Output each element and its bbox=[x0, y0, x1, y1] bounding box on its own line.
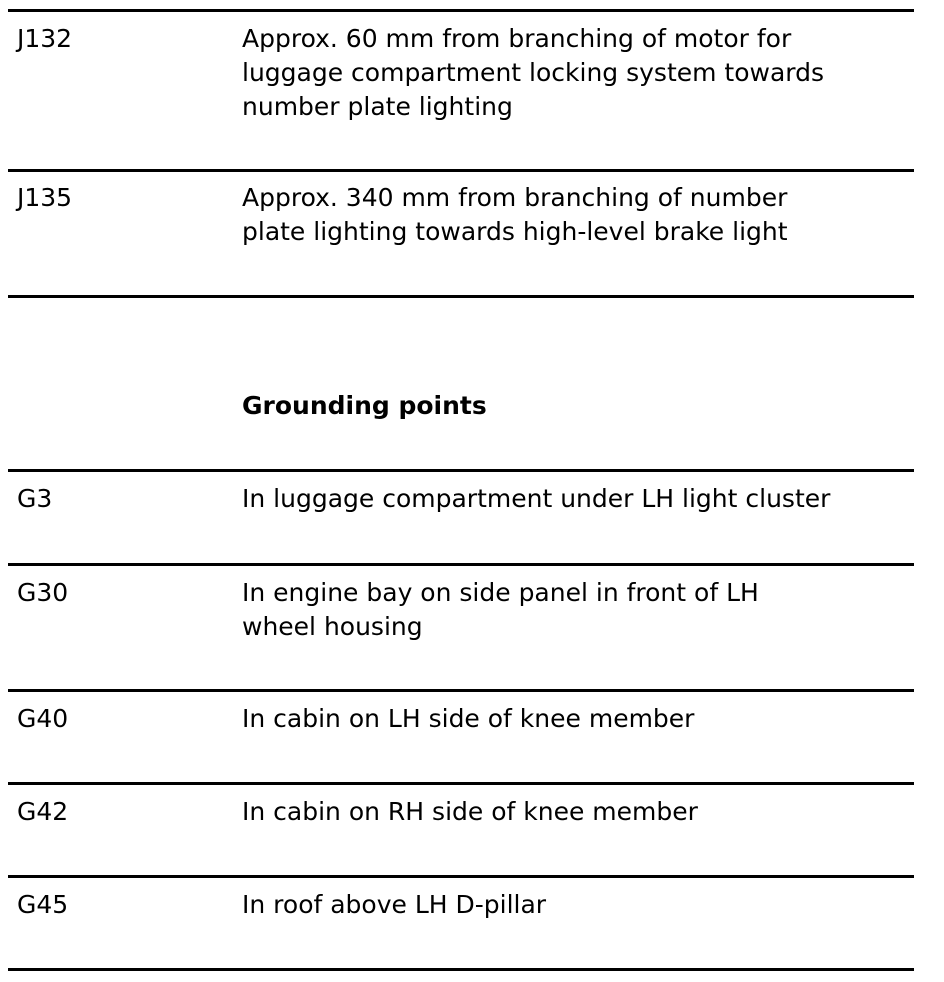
description-line: number plate lighting bbox=[242, 92, 513, 121]
table-row-code: G30 bbox=[17, 578, 69, 607]
description-line: Approx. 340 mm from branching of number bbox=[242, 183, 788, 212]
table-row-code: J135 bbox=[17, 183, 73, 212]
description-line: In cabin on RH side of knee member bbox=[242, 797, 698, 826]
table-row-description bbox=[242, 22, 912, 124]
section-heading: Grounding points bbox=[242, 391, 487, 420]
table-row-description bbox=[242, 888, 912, 922]
row-divider bbox=[8, 968, 914, 971]
table-row-description bbox=[242, 795, 912, 829]
row-divider bbox=[8, 875, 914, 878]
table-row-description bbox=[242, 576, 912, 644]
description-line: In luggage compartment under LH light cluster bbox=[242, 484, 831, 513]
description-line: wheel housing bbox=[242, 612, 423, 641]
table-row-code: G3 bbox=[17, 484, 53, 513]
description-line: luggage compartment locking system towards bbox=[242, 58, 825, 87]
table-row-code: G42 bbox=[17, 797, 69, 826]
row-divider bbox=[8, 689, 914, 692]
row-divider bbox=[8, 9, 914, 12]
table-row-code: G40 bbox=[17, 704, 69, 733]
table-row-code: J132 bbox=[17, 24, 73, 53]
table-row-description bbox=[242, 482, 912, 516]
description-line: Approx. 60 mm from branching of motor for bbox=[242, 24, 792, 53]
table-row-code: G45 bbox=[17, 890, 69, 919]
row-divider bbox=[8, 295, 914, 298]
table-row-description bbox=[242, 181, 912, 249]
description-line: In cabin on LH side of knee member bbox=[242, 704, 695, 733]
row-divider bbox=[8, 469, 914, 472]
description-line: In roof above LH D-pillar bbox=[242, 890, 547, 919]
description-line: In engine bay on side panel in front of LH bbox=[242, 578, 759, 607]
row-divider bbox=[8, 782, 914, 785]
table-row-description bbox=[242, 702, 912, 736]
row-divider bbox=[8, 169, 914, 172]
row-divider bbox=[8, 563, 914, 566]
description-line: plate lighting towards high-level brake light bbox=[242, 217, 788, 246]
